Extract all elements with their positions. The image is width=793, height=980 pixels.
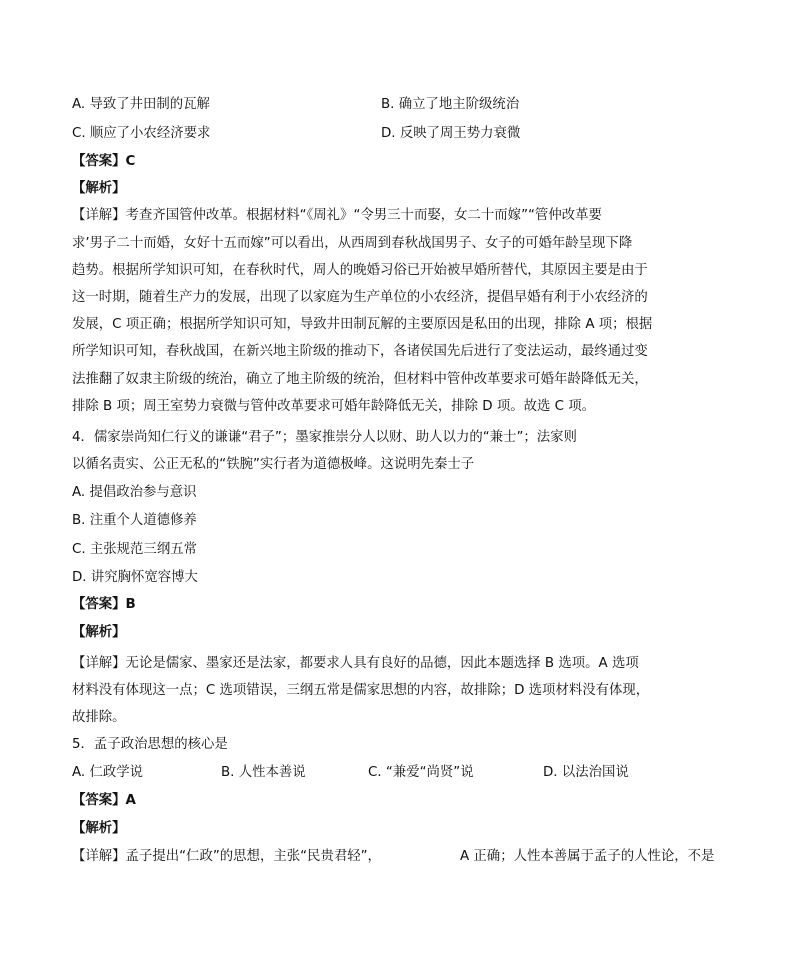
q4-analysis-label: 【解析】 — [72, 625, 126, 640]
q5-detail-line-left: 【详解】孟子提出“仁政”的思想，主张“民贵君轻”， — [72, 849, 381, 864]
q4-option-c: C. 主张规范三纲五常 — [72, 542, 197, 557]
q3-detail-line: 这一时期，随着生产力的发展，出现了以家庭为生产单位的小农经济，提倡早婚有利于小农经济的 — [72, 290, 648, 305]
q5-option-d: D. 以法治国说 — [543, 765, 629, 780]
q4-option-b: B. 注重个人道德修养 — [72, 513, 197, 528]
q3-detail-line: 法推翻了奴隶主阶级的统治，确立了地主阶级的统治，但材料中管仲改革要求可婚年龄降低无关， — [72, 372, 648, 387]
q3-option-a: A. 导致了井田制的瓦解 — [72, 97, 210, 112]
q4-detail-line: 故排除。 — [72, 710, 126, 725]
q3-answer: 【答案】C — [72, 154, 136, 169]
q3-detail-line: 【详解】考查齐国管仲改革。根据材料“《周礼》“令男三十而娶，女二十而嫁”“管仲改革要 — [72, 208, 602, 223]
q4-answer: 【答案】B — [72, 597, 136, 612]
q3-detail-line: 求’男子二十而婚，女好十五而嫁”可以看出，从西周到春秋战国男子、女子的可婚年龄呈现下降 — [72, 236, 633, 251]
q3-option-b: B. 确立了地主阶级统治 — [381, 97, 520, 112]
q5-detail-line-right: A 正确；人性本善属于孟子的人性论，不是 — [460, 849, 715, 864]
q5-option-c: C. “兼爱“尚贤”说 — [368, 765, 474, 780]
q5-option-b: B. 人性本善说 — [221, 765, 306, 780]
q5-stem: 5．孟子政治思想的核心是 — [72, 737, 228, 752]
q3-detail-line: 所学知识可知，春秋战国，在新兴地主阶级的推动下，各诸侯国先后进行了变法运动，最终通过变 — [72, 344, 648, 359]
q3-detail-line: 趋势。根据所学知识可知，在春秋时代，周人的晚婚习俗已开始被早婚所替代，其原因主要是由于 — [72, 263, 648, 278]
q4-stem-line-1: 4．儒家崇尚知仁行义的谦谦“君子”；墨家推崇分人以财、助人以力的“兼士”；法家则 — [72, 430, 577, 445]
q5-answer: 【答案】A — [72, 793, 136, 808]
q3-detail-line: 排除 B 项；周王室势力衰微与管仲改革要求可婚年龄降低无关，排除 D 项。故选 C 项。 — [72, 399, 596, 414]
q4-option-d: D. 讲究胸怀宽容博大 — [72, 570, 198, 585]
q5-option-a: A. 仁政学说 — [72, 765, 143, 780]
q3-analysis-label: 【解析】 — [72, 181, 126, 196]
q3-option-d: D. 反映了周王势力衰微 — [381, 126, 521, 141]
q4-detail-line: 【详解】无论是儒家、墨家还是法家，都要求人具有良好的品德，因此本题选择 B 选项。A 选项 — [72, 656, 639, 671]
q4-detail-line: 材料没有体现这一点；C 选项错误，三纲五常是儒家思想的内容，故排除；D 选项材料没有体现， — [72, 683, 650, 698]
q5-analysis-label: 【解析】 — [72, 821, 126, 836]
q4-stem-line-2: 以循名责实、公正无私的“铁腕”实行者为道德极峰。这说明先秦士子 — [72, 457, 475, 472]
q3-option-c: C. 顺应了小农经济要求 — [72, 126, 211, 141]
q3-detail-line: 发展，C 项正确；根据所学知识可知，导致井田制瓦解的主要原因是私田的出现，排除 A 项；根据 — [72, 317, 653, 332]
q4-option-a: A. 提倡政治参与意识 — [72, 485, 197, 500]
